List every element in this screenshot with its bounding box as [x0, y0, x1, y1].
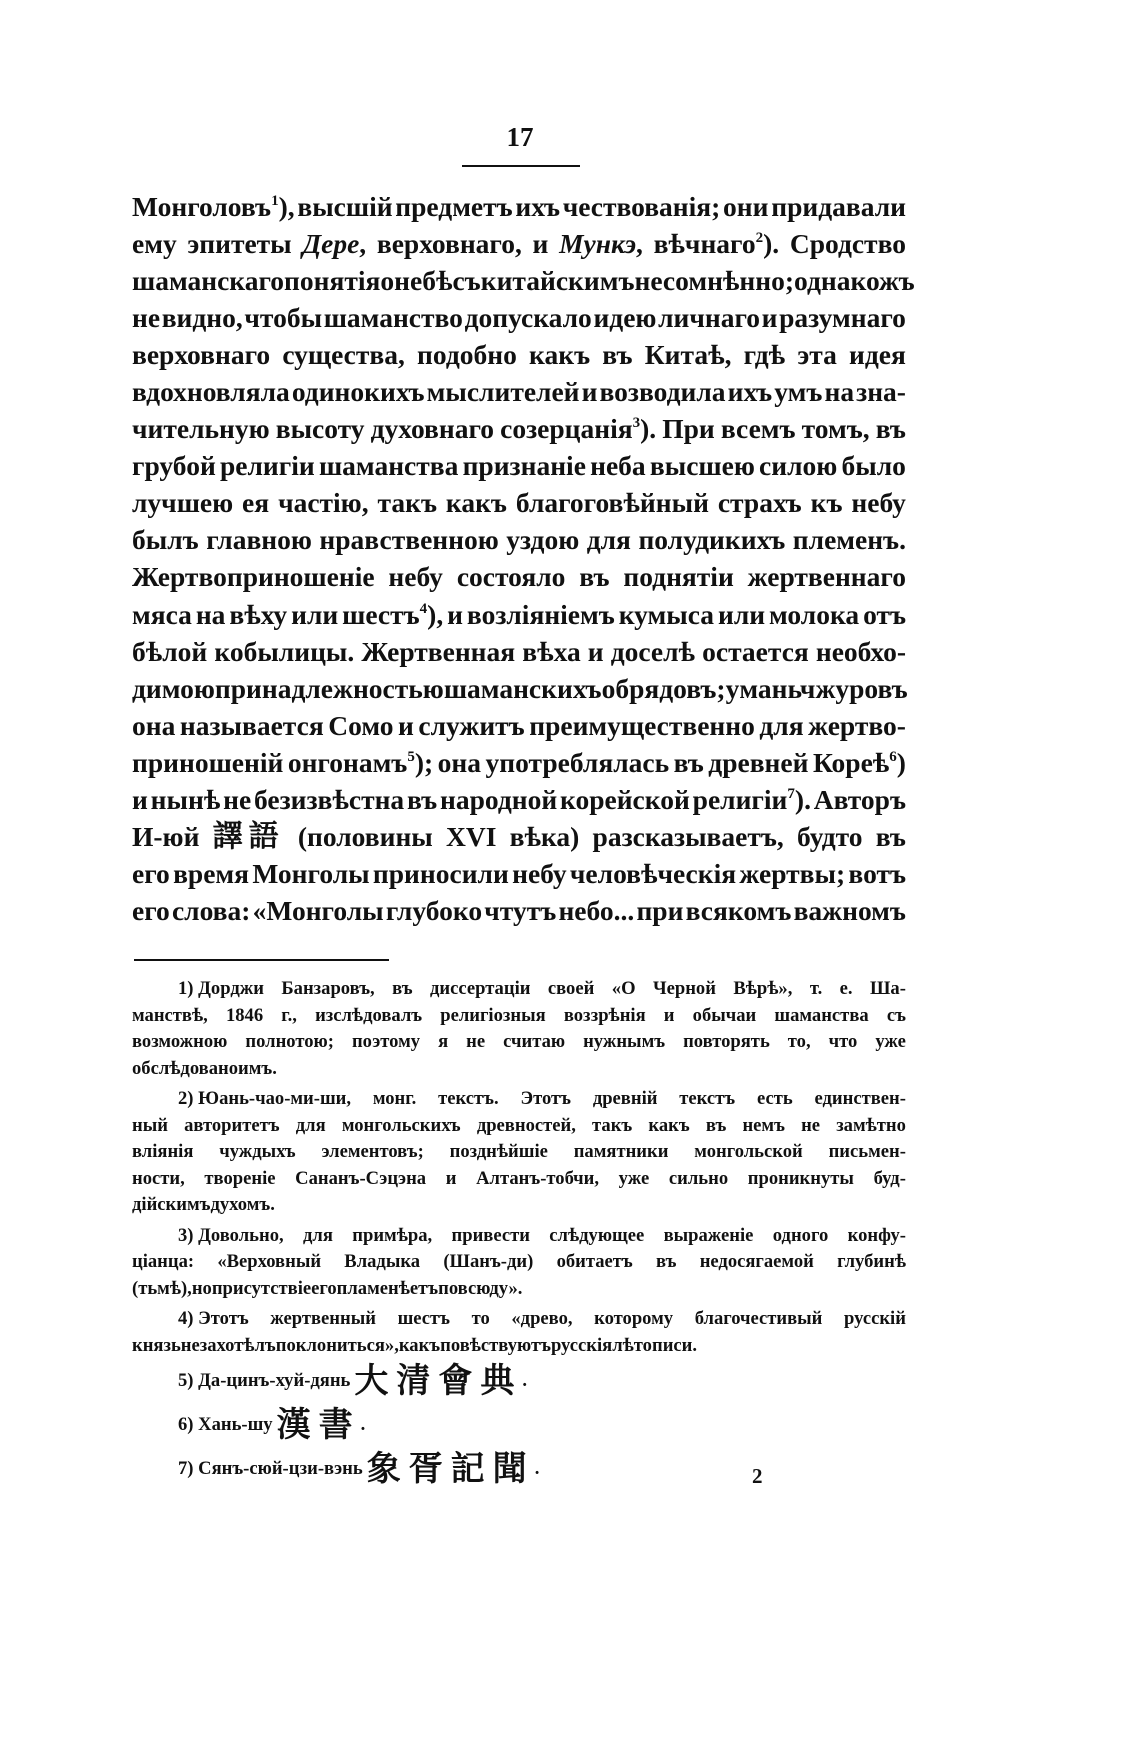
footnote-3-line: (тьмѣ), но присутствіе его пламенѣетъ повсюду».: [132, 1277, 523, 1299]
footnote-6: 6) Хань-шу 漢書 .: [178, 1404, 366, 1445]
footnote-2: 2) Юань-чао-ми-ши, монг. текстъ. Этотъ древній текстъ есть единствен-: [178, 1088, 906, 1109]
text-line-13: бѣлой кобылицы. Жертвенная вѣха и доселѣ остается необхо-: [132, 635, 906, 667]
page-number-rule: [462, 165, 580, 167]
footnote-3: 3) Довольно, для примѣра, привести слѣдующее выраженіе одного конфу-: [178, 1224, 906, 1246]
text-line-12: мяса на вѣху или шестъ$^4$), и возліяніемъ кумыса или молока отъ: [132, 598, 906, 630]
footnote-4-line: князь не захотѣлъ поклониться», какъ повѣствуютъ русскія лѣтописи.: [132, 1334, 698, 1356]
text-line-18: И-юй 譯語 (половины XVI вѣка) разсказываетъ, будто въ: [132, 818, 906, 854]
printer-signature-mark: 2: [752, 1464, 763, 1488]
footnote-6-chinese: 漢書: [276, 1404, 361, 1445]
footnote-1: 1) Дорджи Банзаровъ, въ диссертаціи своей «О Черной Вѣрѣ», т. е. Ша-: [178, 978, 906, 999]
text-line-3: шаманскаго понятія о небѣ съ китайскимъ несомнѣнно; однакожъ: [132, 265, 915, 297]
text-line-16: приношеній онгонамъ$^5$); она употреблялась въ древней Кореѣ$^6$): [132, 746, 906, 778]
text-line-20: его слова: «Монголы глубоко чтутъ небо... при всякомъ важномъ: [132, 894, 906, 926]
footnote-5-chinese: 大清會典: [354, 1360, 523, 1401]
footnote-2-line: ности, твореніе Сананъ-Сэцэна и Алтанъ-тобчи, уже сильно проникнуты буд-: [132, 1167, 906, 1189]
text-line-14: димою принадлежностью шаманскихъ обрядовъ; у маньчжуровъ: [132, 672, 908, 704]
footnote-7-chinese: 象胥記聞: [366, 1448, 535, 1489]
footnote-2-line: ный авторитетъ для монгольскихъ древностей, такъ какъ въ немъ не замѣтно: [132, 1114, 906, 1136]
text-line-11: Жертвоприношеніе небу состояло въ поднятіи жертвеннаго: [132, 561, 906, 593]
footnote-7: 7) Сянъ-сюй-цзи-вэнь 象胥記聞 .: [178, 1448, 540, 1489]
text-line-1: Монголовъ$^1$), высшій предметъ ихъ чествованія; они придавали: [132, 191, 906, 222]
text-line-5: верховнаго существа, подобно какъ въ Китаѣ, гдѣ эта идея: [132, 339, 906, 371]
page-number: 17: [506, 122, 534, 152]
footnote-1-line: манствѣ, 1846 г., изслѣдовалъ религіозныя воззрѣнія и обычаи шаманства съ: [132, 1004, 906, 1026]
chinese-title-inline: 譯語: [212, 818, 285, 854]
text-line-15: она называется Сомо и служитъ преимущественно для жертво-: [132, 709, 906, 741]
main-text: [132, 188, 915, 929]
text-line-2: ему эпитеты Дере, верховнаго, и Мункэ, вѣчнаго$^2$). Сродство: [132, 228, 906, 260]
footnote-separator: [134, 959, 389, 961]
footnote-1-line: возможною полнотою; поэтому я не считаю нужнымъ повторять то, что уже: [132, 1031, 906, 1052]
footnote-2-line: дійскимъ духомъ.: [132, 1194, 275, 1215]
footnote-2-line: вліянія чуждыхъ элементовъ; позднѣйшіе памятники монгольской письмен-: [132, 1141, 906, 1162]
text-line-6: вдохновляла одинокихъ мыслителей и возводила ихъ умъ на зна-: [132, 376, 906, 408]
footnote-1-line: обслѣдовано имъ.: [132, 1057, 277, 1079]
text-line-17: и нынѣ не безизвѣстна въ народной корейской религіи$^7$). Авторъ: [132, 783, 906, 815]
text-line-9: лучшею ея частію, такъ какъ благоговѣйный страхъ къ небу: [132, 487, 906, 519]
footnote-3-line: ціанца: «Верховный Владыка (Шанъ-ди) обитаетъ въ недосягаемой глубинѣ: [132, 1251, 906, 1272]
footnotes: [132, 976, 906, 1491]
text-line-4: не видно, чтобы шаманство допускало идею личнаго и разумнаго: [132, 302, 906, 334]
text-line-10: былъ главною нравственною уздою для полудикихъ племенъ.: [132, 524, 906, 556]
footnote-4: 4) Этотъ жертвенный шестъ то «древо, которому благочестивый русскій: [178, 1308, 906, 1329]
text-line-19: его время Монголы приносили небу человѣческія жертвы; вотъ: [132, 857, 906, 889]
text-line-7: чительную высоту духовнаго созерцанія$^3$). При всемъ томъ, въ: [132, 413, 906, 445]
footnote-5: 5) Да-цинъ-хуй-дянь 大清會典 .: [178, 1360, 528, 1401]
text-line-8: грубой религіи шаманства признаніе неба высшею силою было: [132, 450, 906, 482]
